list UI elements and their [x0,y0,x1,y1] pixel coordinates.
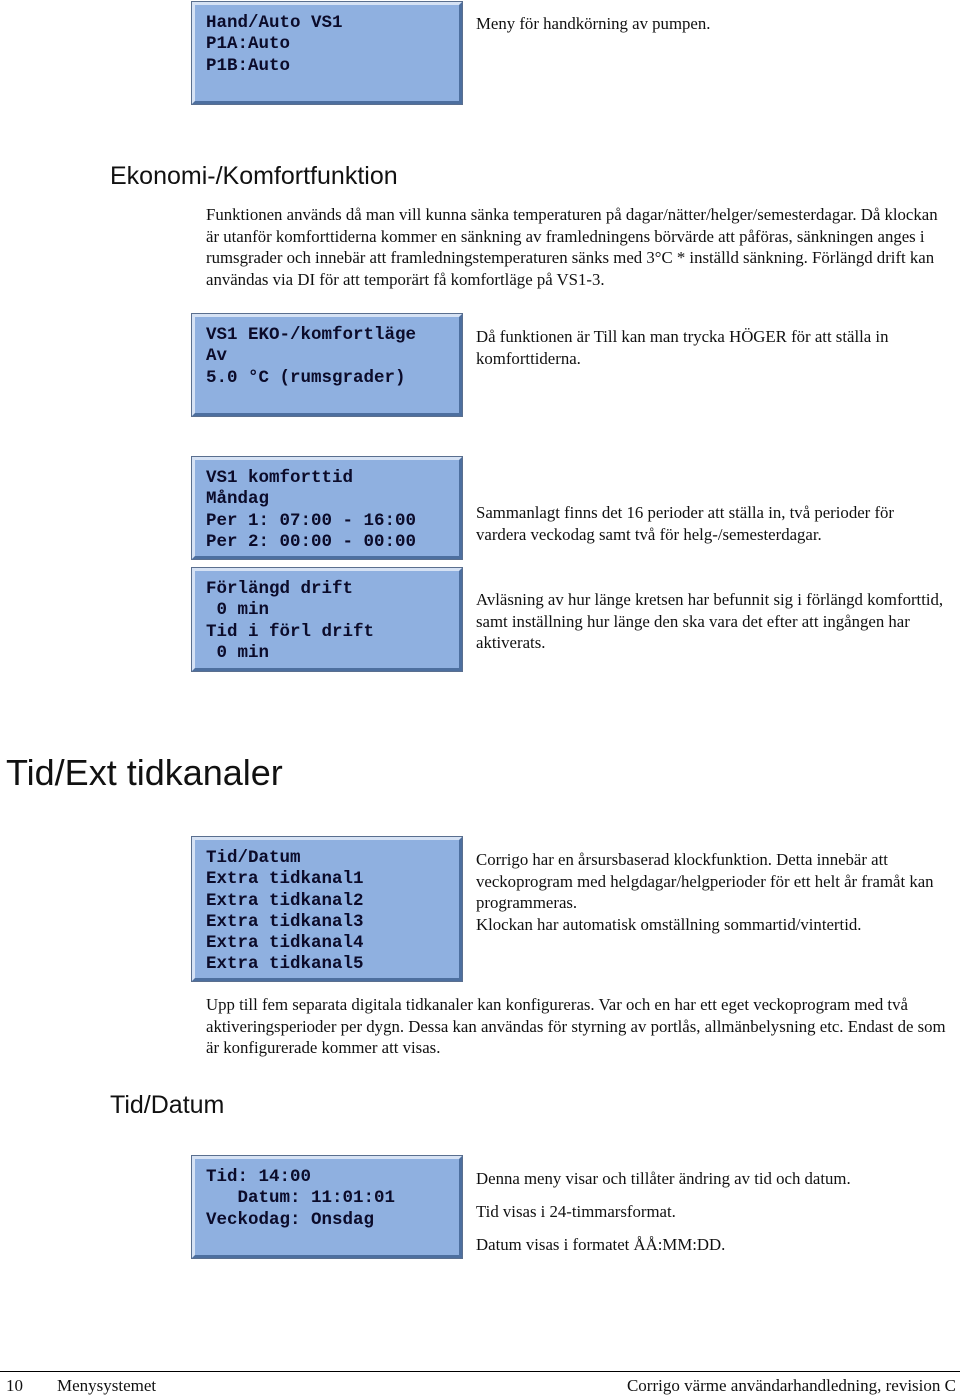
lcd-line: Måndag [206,489,270,510]
desc-tidext-1: Corrigo har en årsursbaserad klockfunktion. Detta innebär att veckoprogram med helgdagar/helgperioder för ett helt år framåt kan programmeras. [476,850,934,912]
desc-tiddatum-2: Tid visas i 24-timmarsformat. [476,1202,676,1221]
lcd-line: Extra tidkanal5 [206,954,364,975]
lcd-line: Tid: 14:00 [206,1167,312,1187]
lcd-line: 0 min [206,600,270,621]
lcd-line: Hand/Auto VS1 [206,13,343,33]
lcd-line: Datum: 11:01:01 [206,1188,396,1209]
lcd-line: Förlängd drift [206,579,354,599]
footer-doc-title: Corrigo värme användarhandledning, revision C [626,1376,956,1395]
lcd-tidkanaler [192,837,462,981]
para-tidkanaler: Upp till fem separata digitala tidkanaler kan konfigureras. Var och en har ett eget veckoprogram med två aktiveringsperioder per dygn. Dessa kan användas för styrning av portlås, allmänbelysning etc. Endast de som är konfigurerade kommer att visas. [206,995,946,1057]
lcd-line: Veckodag: Onsdag [206,1209,375,1230]
lcd-line: Per 1: 07:00 - 16:00 [206,510,417,531]
footer-section: Menysystemet [57,1376,157,1395]
heading-ekonomi: Ekonomi-/Komfortfunktion [110,162,398,190]
desc-tidext [476,849,956,935]
desc-komforttid: Sammanlagt finns det 16 perioder att ställa in, två perioder för vardera veckodag samt två för helg-/semesterdagar. [476,503,895,544]
heading-tidext: Tid/Ext tidkanaler [6,752,283,793]
footer-page-number: 10 [6,1376,23,1395]
lcd-line: Extra tidkanal4 [206,933,364,954]
footer-divider [0,1371,960,1372]
lcd-hand-auto [192,2,462,104]
lcd-line: P1A:Auto [206,34,291,55]
lcd-line: Av [206,346,228,367]
para-ekonomi: Funktionen används då man vill kunna sänka temperaturen på dagar/nätter/helger/semesterdagar. Då klockan är utanför komforttiderna kommer en sänkning av framledningens börvärde att påföras, sänkningen anges i rumsgrader och innebär att framledningstemperaturen sänks med 3°C * inställd sänkning. Förlängd drift kan användas via DI för att temporärt få komfortläge på VS1-3. [206,205,938,289]
lcd-line: VS1 komforttid [206,468,354,488]
desc-eko: Då funktionen är Till kan man trycka HÖGER för att ställa in komforttiderna. [476,327,889,368]
lcd-line: Extra tidkanal2 [206,890,364,911]
lcd-line: Per 2: 00:00 - 00:00 [206,531,417,552]
lcd-line: 5.0 °C (rumsgrader) [206,367,406,388]
lcd-line: Extra tidkanal3 [206,911,364,932]
lcd-forlangd-drift [192,568,462,671]
lcd-eko-komfort [192,314,462,416]
heading-tiddatum: Tid/Datum [110,1091,225,1119]
lcd-line: Tid/Datum [206,848,301,868]
lcd-line: 0 min [206,642,270,663]
desc-tiddatum-1: Denna meny visar och tillåter ändring av tid och datum. [476,1169,851,1188]
desc-tidext-2: Klockan har automatisk omställning sommartid/vintertid. [476,914,862,934]
lcd-line: Tid i förl drift [206,621,375,642]
lcd-line: VS1 EKO-/komfortläge [206,325,417,345]
desc-hand: Meny för handkörning av pumpen. [476,14,711,33]
lcd-line: Extra tidkanal1 [206,869,364,890]
lcd-komforttid [192,457,462,559]
lcd-tid-datum [192,1156,462,1258]
desc-tiddatum-3: Datum visas i formatet ÅÅ:MM:DD. [476,1235,726,1254]
desc-forlangd: Avläsning av hur länge kretsen har befunnit sig i förlängd komforttid, samt inställning hur länge den ska vara det efter att ingången har aktiverats. [476,590,944,652]
lcd-line: P1B:Auto [206,55,291,76]
